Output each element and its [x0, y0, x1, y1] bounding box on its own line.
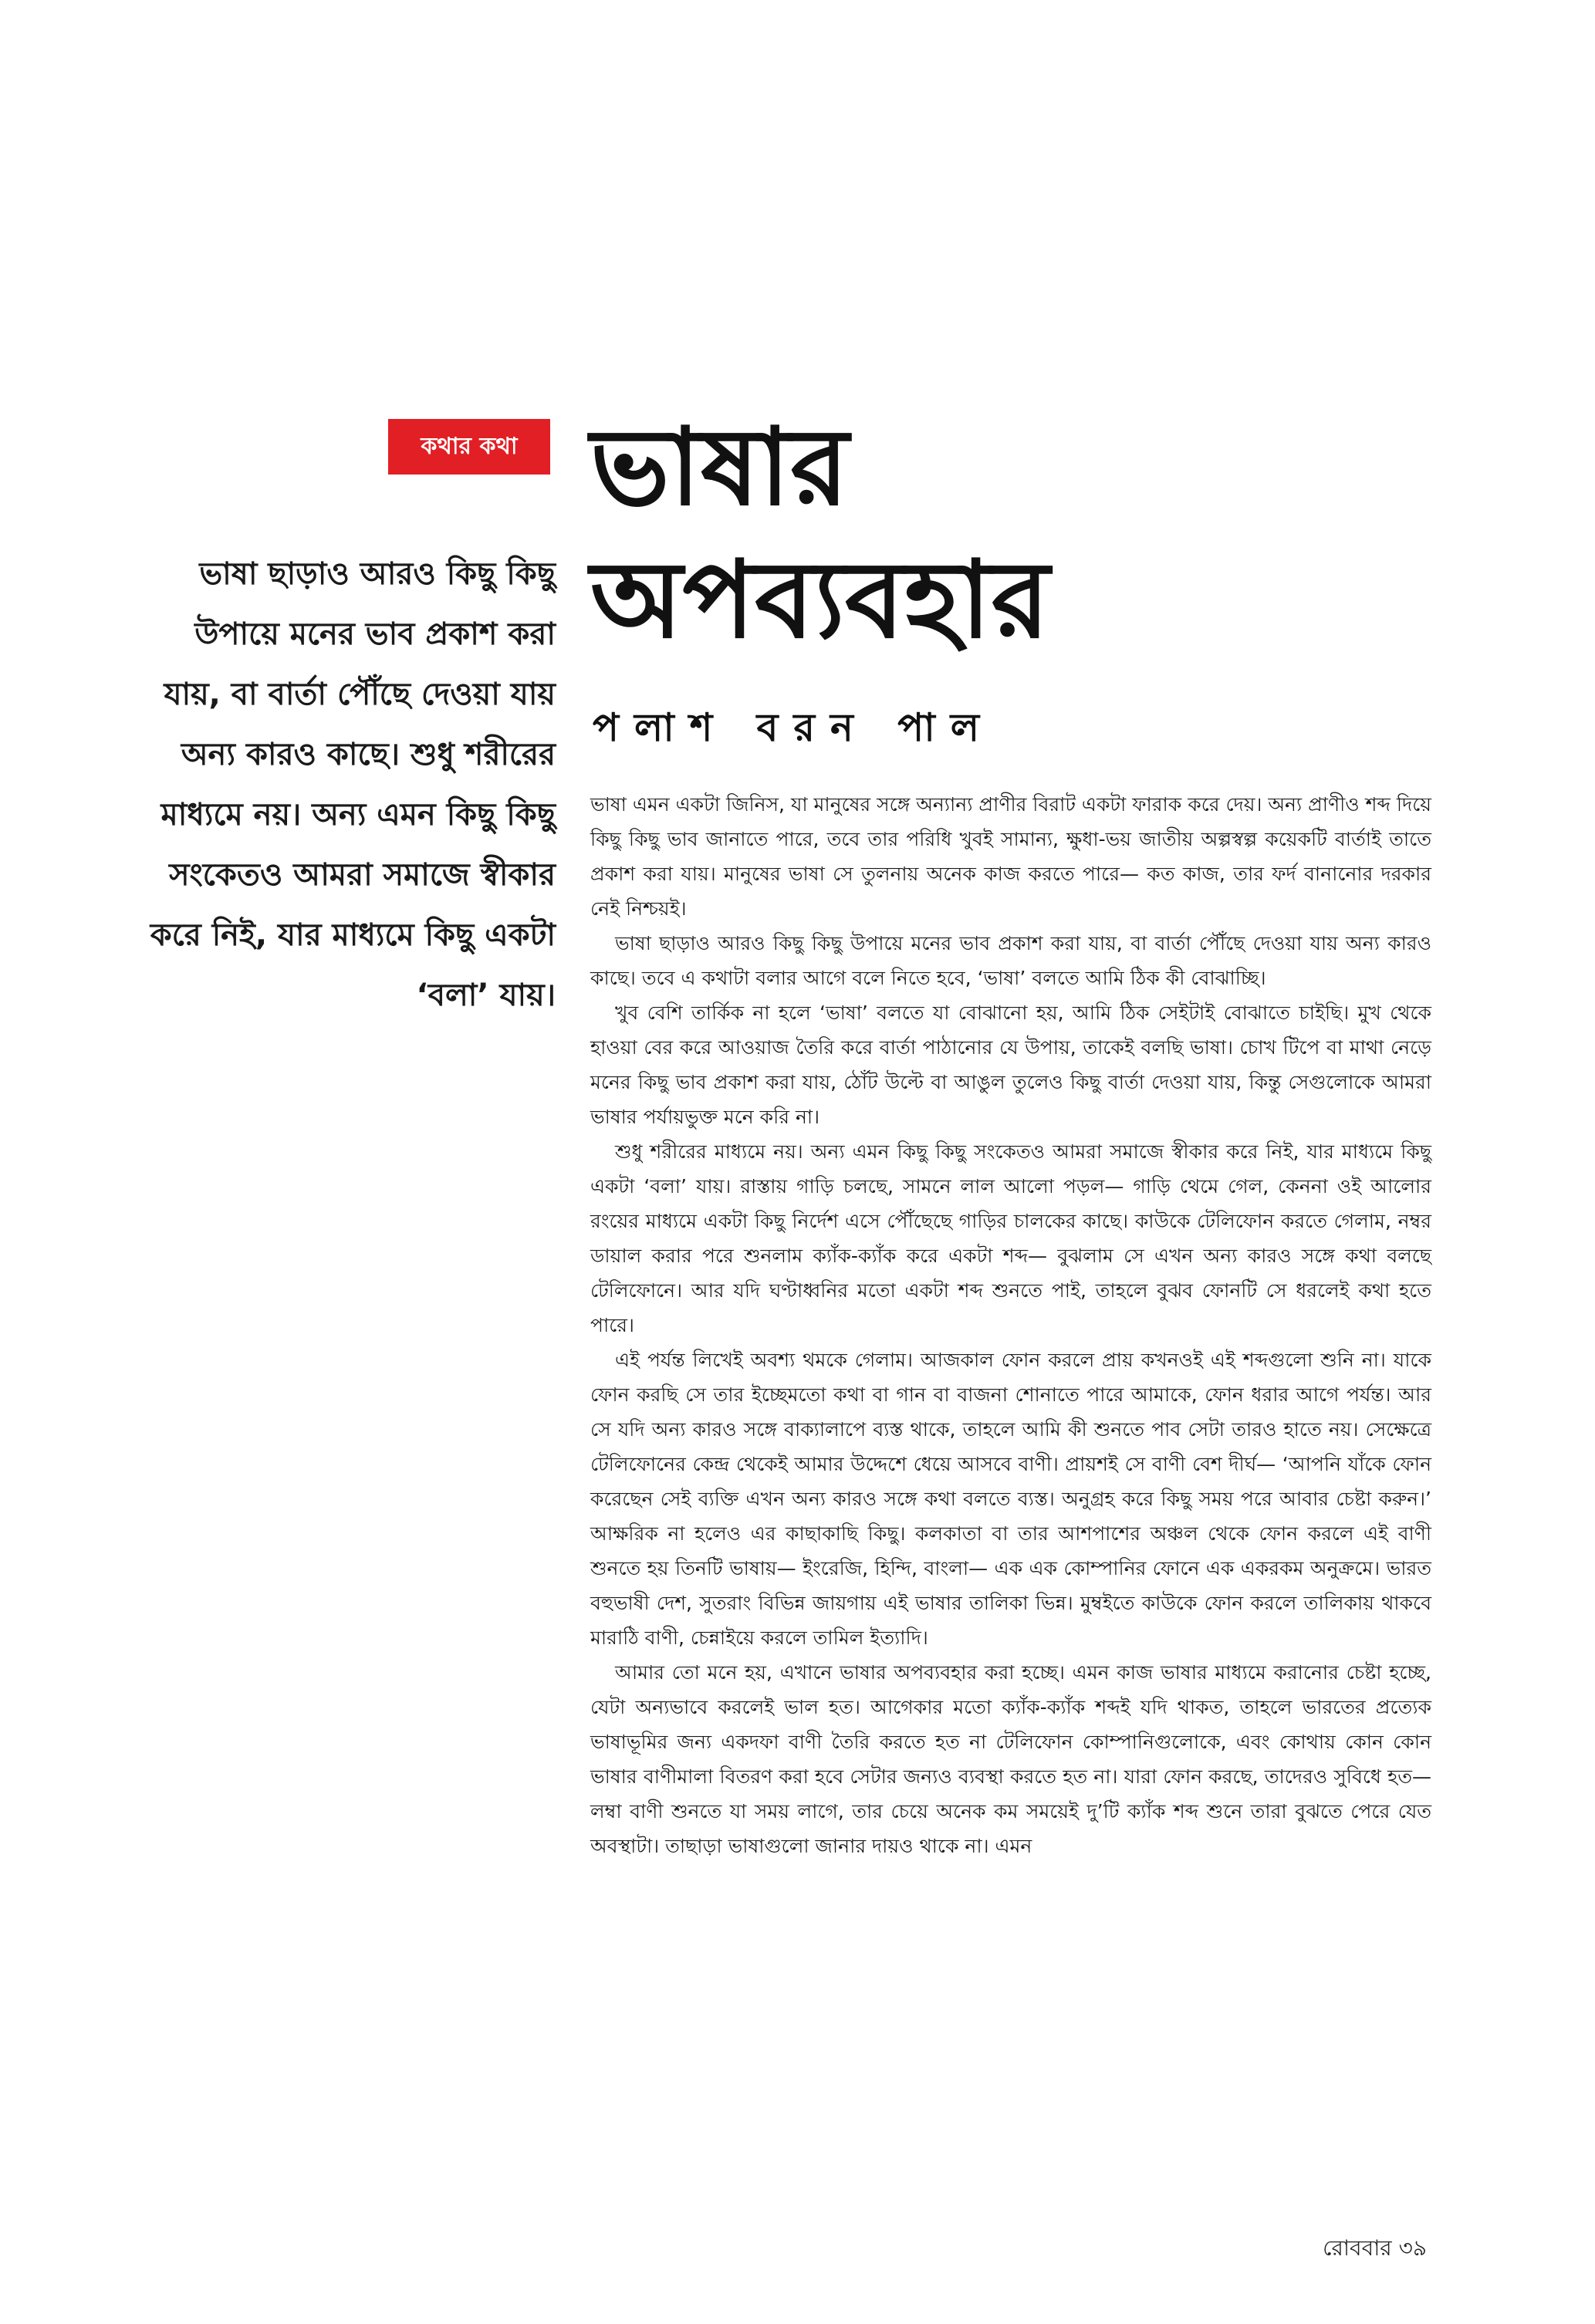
headline [590, 401, 1439, 667]
section-tag: কথার কথা [388, 419, 550, 475]
article-paragraph: ভাষা এমন একটা জিনিস, যা মানুষের সঙ্গে অন্যান্য প্রাণীর বিরাট একটা ফারাক করে দেয়। অন্য প্রাণীও শব্দ দিয়ে কিছু কিছু ভাব জানাতে পারে, তবে তার পরিধি খুবই সামান্য, ক্ষুধা-ভয় জাতীয় অল্পস্বল্প কয়েকটি বার্তাই তাতে প্রকাশ করা যায়। মানুষের ভাষা সে তুলনায় অনেক কাজ করতে পারে— কত কাজ, তার ফর্দ বানানোর দরকার নেই নিশ্চয়ই। [590, 793, 1431, 920]
publication-name: রোববার [1323, 2235, 1392, 2261]
article-paragraph: শুধু শরীরের মাধ্যমে নয়। অন্য এমন কিছু কিছু সংকেতও আমরা সমাজে স্বীকার করে নিই, যার মাধ্যমে কিছু একটা ‘বলা’ যায়। রাস্তায় গাড়ি চলছে, সামনে লাল আলো পড়ল— গাড়ি থেমে গেল, কেননা ওই আলোর রংয়ের মাধ্যমে একটা কিছু নির্দেশ এসে পৌঁছেছে গাড়ির চালকের কাছে। কাউকে টেলিফোন করতে গেলাম, নম্বর ডায়াল করার পরে শুনলাম ক্যাঁক-ক্যাঁক করে একটা শব্দ— বুঝলাম সে এখন অন্য কারও সঙ্গে কথা বলছে টেলিফোনে। আর যদি ঘণ্টাধ্বনির মতো একটা শব্দ শুনতে পাই, তাহলে বুঝব ফোনটি সে ধরলেই কথা হতে পারে। [590, 1140, 1431, 1336]
pull-quote: ভাষা ছাড়াও আরও কিছু কিছু উপায়ে মনের ভাব প্রকাশ করা যায়, বা বার্তা পৌঁছে দেওয়া যায় অন্য কারও কাছে। শুধু শরীরের মাধ্যমে নয়। অন্য এমন কিছু কিছু সংকেতও আমরা সমাজে স্বীকার করে নিই, যার মাধ্যমে কিছু একটা ‘বলা’ যায়। [150, 556, 556, 1013]
article-paragraph: খুব বেশি তার্কিক না হলে ‘ভাষা’ বলতে যা বোঝানো হয়, আমি ঠিক সেইটাই বোঝাতে চাইছি। মুখ থেকে হাওয়া বের করে আওয়াজ তৈরি করে বার্তা পাঠানোর যে উপায়, তাকেই বলছি ভাষা। চোখ টিপে বা মাথা নেড়ে মনের কিছু ভাব প্রকাশ করা যায়, ঠোঁট উল্টে বা আঙুল তুলেও কিছু বার্তা দেওয়া যায়, কিন্তু সেগুলোকে আমরা ভাষার পর্যায়ভুক্ত মনে করি না। [590, 1002, 1431, 1128]
headline-line-2: অপব্যবহার [590, 538, 1050, 662]
byline-author: পলাশ বরন পাল [593, 705, 995, 750]
article-paragraph: ভাষা ছাড়াও আরও কিছু কিছু উপায়ে মনের ভাব প্রকাশ করা যায়, বা বার্তা পৌঁছে দেওয়া যায় অন্য কারও কাছে। তবে এ কথাটা বলার আগে বলে নিতে হবে, ‘ভাষা’ বলতে আমি ঠিক কী বোঝাচ্ছি। [590, 932, 1431, 989]
article-paragraph: এই পর্যন্ত লিখেই অবশ্য থমকে গেলাম। আজকাল ফোন করলে প্রায় কখনওই এই শব্দগুলো শুনি না। যাকে ফোন করছি সে তার ইচ্ছেমতো কথা বা গান বা বাজনা শোনাতে পারে আমাকে, ফোন ধরার আগে পর্যন্ত। আর সে যদি অন্য কারও সঙ্গে বাক্যালাপে ব্যস্ত থাকে, তাহলে আমি কী শুনতে পাব সেটা তারও হাতে নয়। সেক্ষেত্রে টেলিফোনের কেন্দ্র থেকেই আমার উদ্দেশে ধেয়ে আসবে বাণী। প্রায়শই সে বাণী বেশ দীর্ঘ— ‘আপনি যাঁকে ফোন করেছেন সেই ব্যক্তি এখন অন্য কারও সঙ্গে কথা বলতে ব্যস্ত। অনুগ্রহ করে কিছু সময় পরে আবার চেষ্টা করুন।’ আক্ষরিক না হলেও এর কাছাকাছি কিছু। কলকাতা বা তার আশপাশের অঞ্চল থেকে ফোন করলে এই বাণী শুনতে হয় তিনটি ভাষায়— ইংরেজি, হিন্দি, বাংলা— এক এক কোম্পানির ফোনে এক একরকম অনুক্রমে। ভারত বহুভাষী দেশ, সুতরাং বিভিন্ন জায়গায় এই ভাষার তালিকা ভিন্ন। মুম্বইতে কাউকে ফোন করলে তালিকায় থাকবে মারাঠি বাণী, চেন্নাইয়ে করলে তামিল ইত্যাদি। [590, 1349, 1431, 1649]
article-body [590, 787, 1431, 1863]
headline-line-1: ভাষার [590, 405, 849, 529]
page-footer [1323, 2231, 1427, 2268]
article-paragraph: আমার তো মনে হয়, এখানে ভাষার অপব্যবহার করা হচ্ছে। এমন কাজ ভাষার মাধ্যমে করানোর চেষ্টা হচ্ছে, যেটা অন্যভাবে করলেই ভাল হত। আগেকার মতো ক্যাঁক-ক্যাঁক শব্দই যদি থাকত, তাহলে ভারতের প্রত্যেক ভাষাভূমির জন্য একদফা বাণী তৈরি করতে হত না টেলিফোন কোম্পানিগুলোকে, এবং কোথায় কোন কোন ভাষার বাণীমালা বিতরণ করা হবে সেটার জন্যও ব্যবস্থা করতে হত না। যারা ফোন করছে, তাদেরও সুবিধে হত— লম্বা বাণী শুনতে যা সময় লাগে, তার চেয়ে অনেক কম সময়েই দু’টি ক্যাঁক শব্দ শুনে তারা বুঝতে পেরে যেত অবস্থাটা। তাছাড়া ভাষাগুলো জানার দায়ও থাকে না। এমন [590, 1661, 1431, 1857]
page-number: ৩৯ [1398, 2235, 1427, 2261]
